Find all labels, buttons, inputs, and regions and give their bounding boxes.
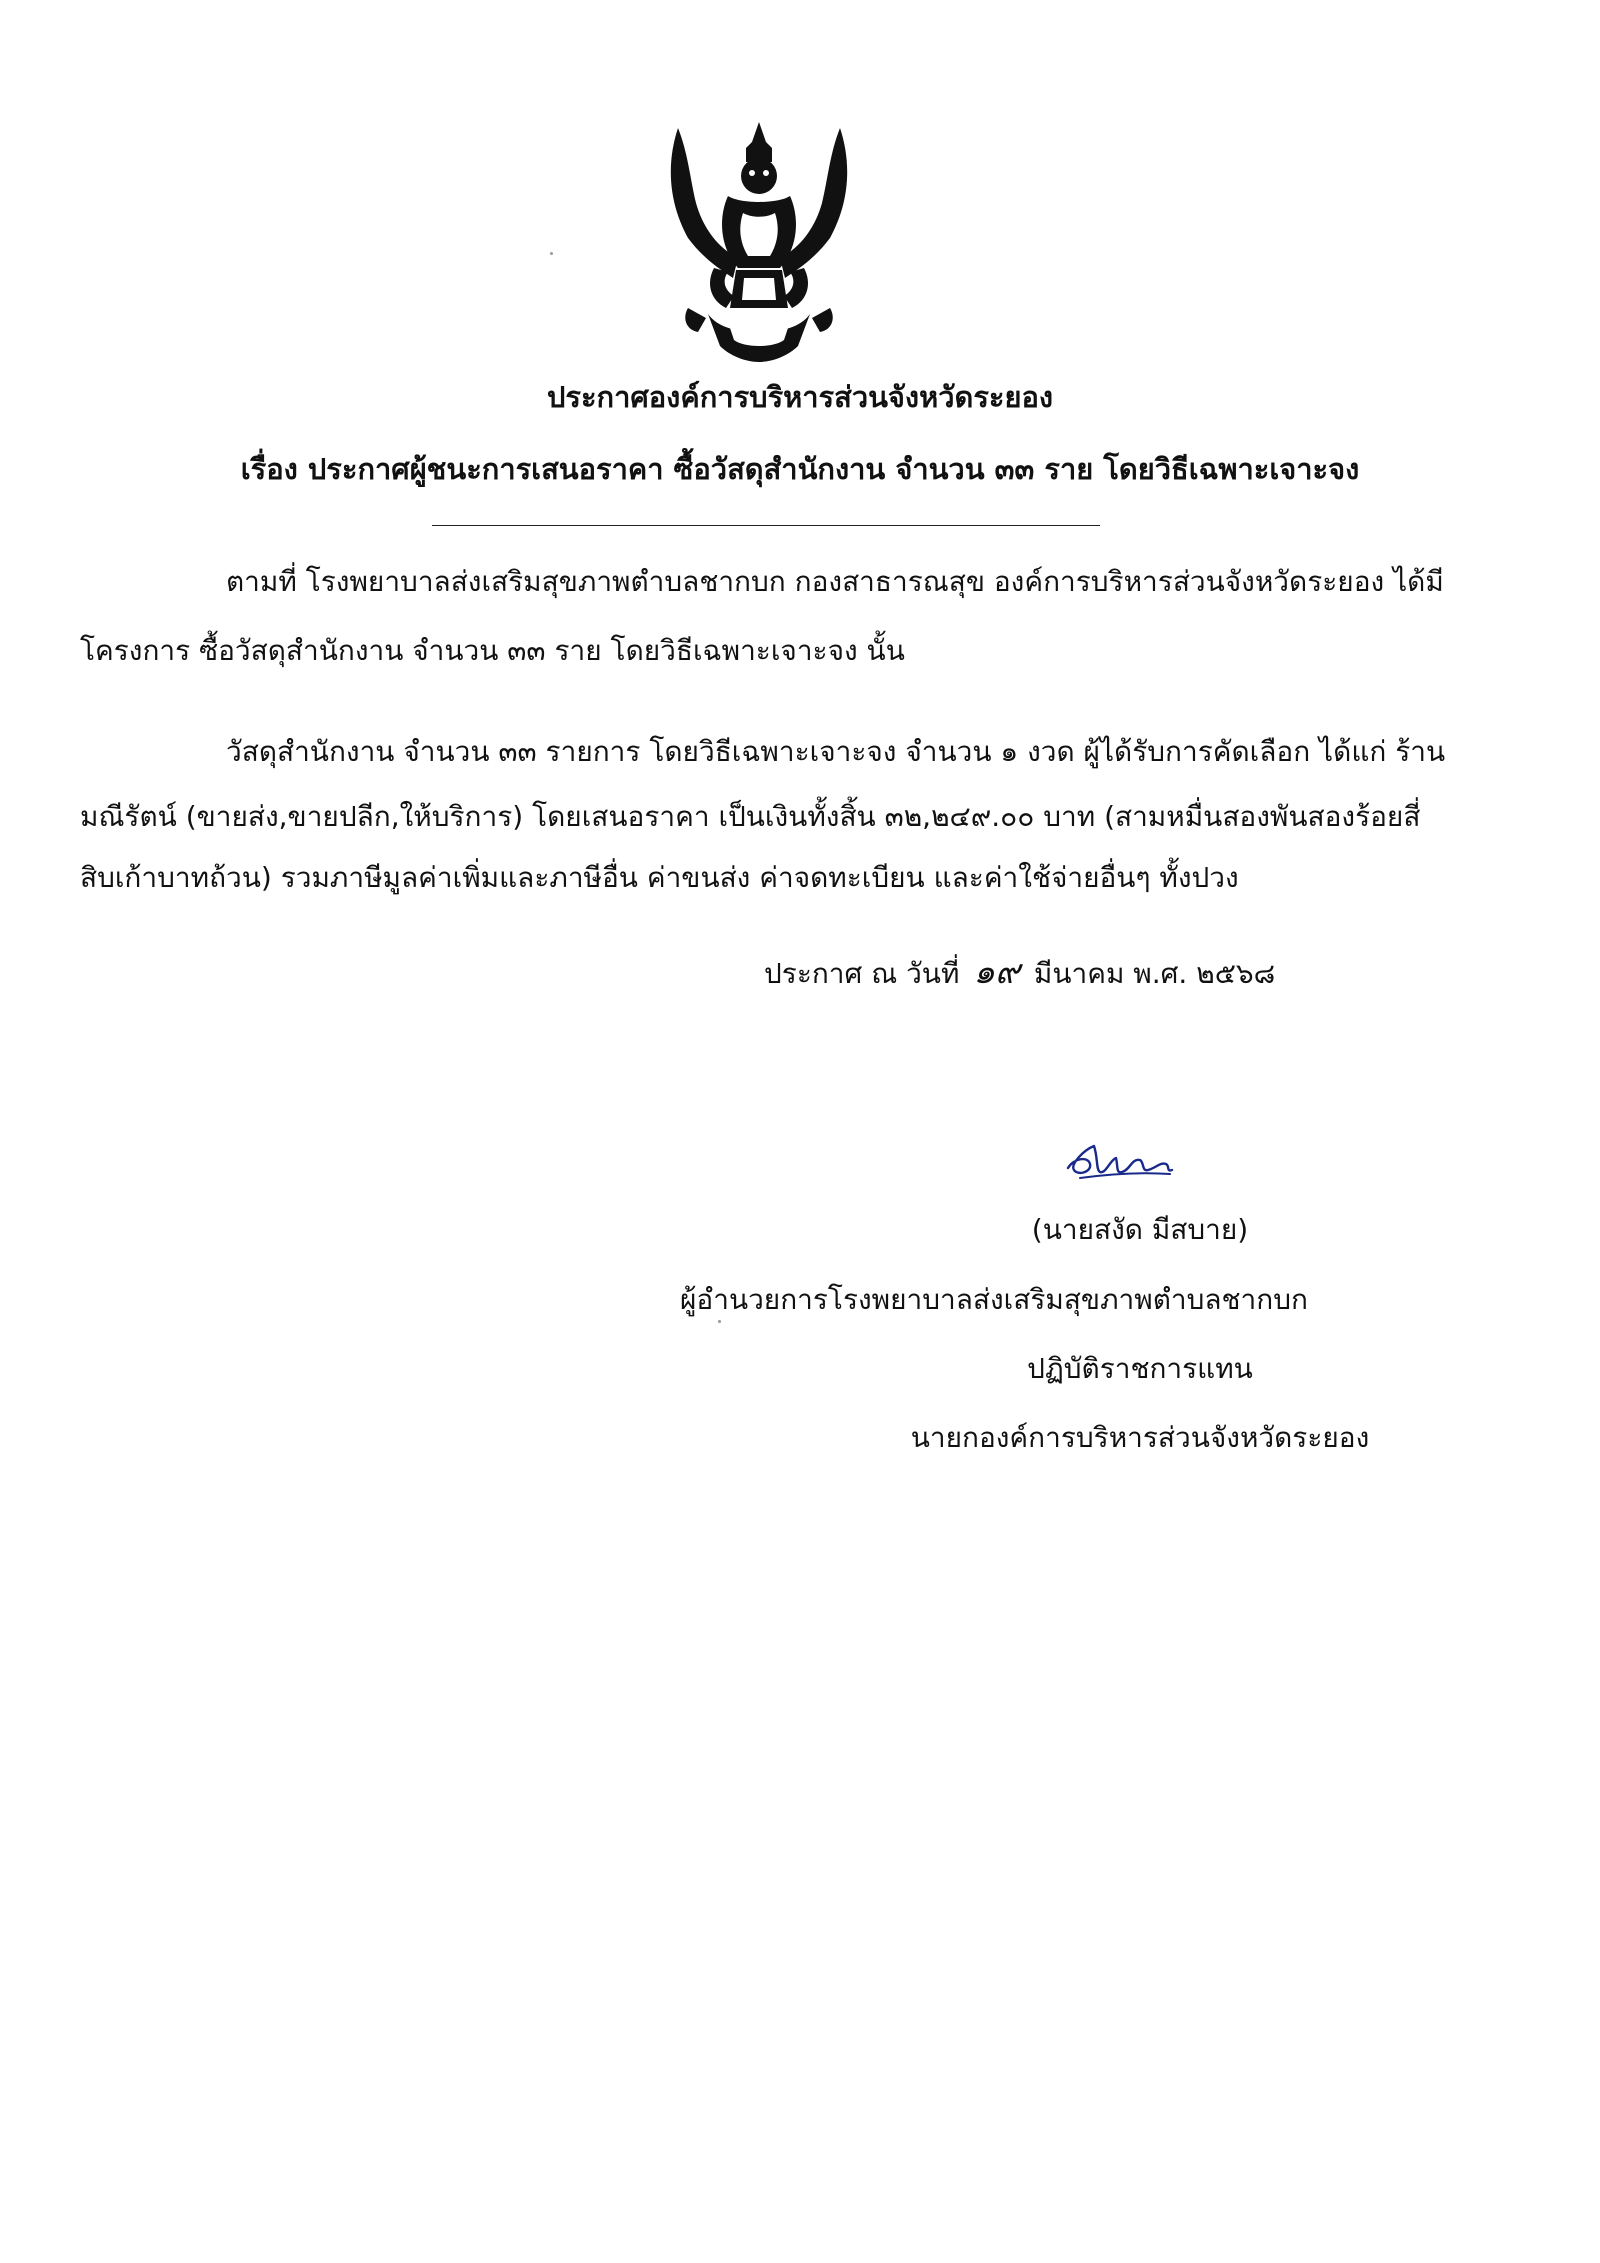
paragraph2-line1: วัสดุสำนักงาน จำนวน ๓๓ รายการ โดยวิธีเฉพาะเจาะจง จำนวน ๑ งวด ผู้ได้รับการคัดเลือก ได้แก่ ร้าน <box>226 735 1446 768</box>
signatory-name: (นายสงัด มีสบาย) <box>1031 1213 1249 1246</box>
date-month-year: มีนาคม พ.ศ. ๒๕๖๘ <box>1033 957 1276 990</box>
paragraph1-line1: ตามที่ โรงพยาบาลส่งเสริมสุขภาพตำบลชากบก กองสาธารณสุข องค์การบริหารส่วนจังหวัดระยอง ได้มี <box>226 565 1444 598</box>
paragraph2-line3: สิบเก้าบาทถ้วน) รวมภาษีมูลค่าเพิ่มและภาษีอื่น ค่าขนส่ง ค่าจดทะเบียน และค่าใช้จ่ายอื่นๆ ทั้งปวง <box>80 861 1239 894</box>
paragraph2-line2: มณีรัตน์ (ขายส่ง,ขายปลีก,ให้บริการ) โดยเสนอราคา เป็นเงินทั้งสิ้น ๓๒,๒๔๙.๐๐ บาท (สามหมื่นสองพันสองร้อยสี่ <box>80 800 1421 833</box>
date-day-handwritten: ๑๙ <box>973 952 1020 992</box>
announcement-title: ประกาศองค์การบริหารส่วนจังหวัดระยอง <box>546 380 1054 414</box>
garuda-emblem-icon <box>648 118 870 366</box>
scan-speck <box>718 1320 721 1323</box>
scan-speck <box>550 252 553 255</box>
signatory-authority: นายกองค์การบริหารส่วนจังหวัดระยอง <box>910 1421 1370 1454</box>
announcement-date <box>764 944 1275 998</box>
paragraph1-line2: โครงการ ซื้อวัสดุสำนักงาน จำนวน ๓๓ ราย โดยวิธีเฉพาะเจาะจง นั้น <box>80 634 905 667</box>
signatory-acting-for: ปฏิบัติราชการแทน <box>1027 1352 1253 1385</box>
date-prefix: ประกาศ ณ วันที่ <box>764 957 960 990</box>
handwritten-signature-icon <box>1060 1128 1180 1188</box>
title-divider <box>432 525 1100 526</box>
announcement-subject: เรื่อง ประกาศผู้ชนะการเสนอราคา ซื้อวัสดุสำนักงาน จำนวน ๓๓ ราย โดยวิธีเฉพาะเจาะจง <box>240 452 1360 486</box>
signatory-position: ผู้อำนวยการโรงพยาบาลส่งเสริมสุขภาพตำบลชากบก <box>680 1283 1308 1316</box>
